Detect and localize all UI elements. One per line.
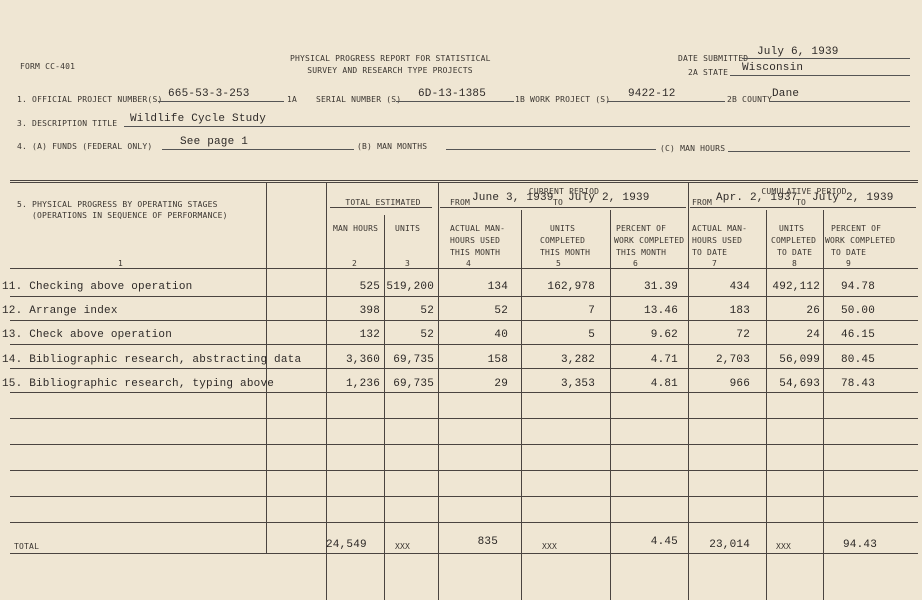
total-units-completed: XXX — [542, 542, 558, 551]
county-value: Dane — [772, 88, 800, 100]
date-submitted-value: July 6, 1939 — [757, 46, 839, 58]
row-line — [10, 496, 918, 497]
col-cum-pct-header-3: TO DATE — [831, 248, 867, 257]
row-cum-pct: 46.15 — [840, 329, 875, 341]
row-units: 69,735 — [393, 378, 434, 390]
stages-label-line1: 5. PHYSICAL PROGRESS BY OPERATING STAGES — [17, 200, 218, 209]
row-label: 13. Check above operation — [2, 329, 173, 341]
col-units-comp-header-2: COMPLETED — [540, 236, 586, 245]
total-estimated-header: TOTAL ESTIMATED — [345, 198, 421, 207]
row-pct: 9.62 — [650, 329, 678, 341]
cumulative-from-value: Apr. 2, 1937 — [716, 192, 798, 204]
man-hours-label: (C) MAN HOURS — [660, 144, 726, 153]
row-cum-pct: 80.45 — [840, 354, 875, 366]
col-number-8: 8 — [792, 259, 798, 268]
row-cum-units: 24 — [806, 329, 820, 341]
col-pct-header-3: THIS MONTH — [616, 248, 667, 257]
row-pct: 31.39 — [643, 281, 678, 293]
row-label: 15. Bibliographic research, typing above — [2, 378, 275, 390]
work-project-label: 1B WORK PROJECT (S) — [515, 95, 611, 104]
row-label: 14. Bibliographic research, abstracting data — [2, 354, 302, 366]
col-line — [326, 182, 327, 600]
row-actual: 134 — [487, 281, 508, 293]
col-number-9: 9 — [846, 259, 852, 268]
col-number-2: 2 — [352, 259, 358, 268]
row-cum-actual: 183 — [729, 305, 750, 317]
total-actual: 835 — [477, 536, 498, 548]
row-units-completed: 5 — [588, 329, 595, 341]
funds-line — [162, 149, 354, 150]
state-line — [730, 75, 910, 76]
man-hours-line — [728, 151, 910, 152]
row-actual: 52 — [494, 305, 508, 317]
row-line — [10, 344, 918, 345]
col-number-3: 3 — [405, 259, 411, 268]
description-label: 3. DESCRIPTION TITLE — [17, 119, 118, 128]
state-label: 2A STATE — [688, 68, 729, 77]
row-line — [10, 470, 918, 471]
row-line — [10, 444, 918, 445]
table-top-line-2 — [10, 182, 918, 183]
col-line — [384, 215, 385, 600]
funds-value: See page 1 — [180, 136, 249, 148]
col-cum-units-header-1: UNITS — [779, 224, 805, 233]
col-actual-header-1: ACTUAL MAN- — [450, 224, 506, 233]
col-cum-actual-header-3: TO DATE — [692, 248, 728, 257]
col-actual-header-3: THIS MONTH — [450, 248, 501, 257]
row-units: 52 — [420, 329, 434, 341]
col-cum-pct-header-2: WORK COMPLETED — [825, 236, 896, 245]
form-number: FORM CC-401 — [20, 62, 76, 71]
row-label: 11. Checking above operation — [2, 281, 193, 293]
official-number-value: 665-53-3-253 — [168, 88, 250, 100]
cumulative-from-label: FROM — [692, 198, 713, 207]
row-cum-actual: 434 — [729, 281, 750, 293]
row-line — [10, 392, 918, 393]
col-cum-units-header-3: TO DATE — [777, 248, 813, 257]
col-actual-header-2: HOURS USED — [450, 236, 501, 245]
cumulative-to-value: July 2, 1939 — [812, 192, 894, 204]
col-number-6: 6 — [633, 259, 639, 268]
col-units-comp-header-3: THIS MONTH — [540, 248, 591, 257]
man-months-label: (B) MAN MONTHS — [357, 142, 428, 151]
current-to-label: TO — [553, 198, 564, 207]
row-line — [10, 296, 918, 297]
row-line — [10, 522, 918, 523]
state-value: Wisconsin — [742, 62, 804, 74]
current-from-value: June 3, 1939 — [472, 192, 554, 204]
row-cum-pct: 78.43 — [840, 378, 875, 390]
work-project-value: 9422-12 — [628, 88, 676, 100]
row-units: 52 — [420, 305, 434, 317]
col-number-1: 1 — [118, 259, 124, 268]
col-man-hours-header: MAN HOURS — [333, 224, 379, 233]
marker-1a: 1A — [287, 95, 298, 104]
current-to-value: July 2, 1939 — [568, 192, 650, 204]
date-submitted-line — [742, 58, 910, 59]
serial-number-line — [396, 101, 514, 102]
total-cum-pct: 94.43 — [842, 539, 877, 551]
row-label: 12. Arrange index — [2, 305, 118, 317]
official-number-label: 1. OFFICIAL PROJECT NUMBER(S) — [17, 95, 163, 104]
row-line — [10, 418, 918, 419]
form-title-line2: SURVEY AND RESEARCH TYPE PROJECTS — [307, 66, 473, 75]
total-pct: 4.45 — [650, 536, 678, 548]
man-months-line — [446, 149, 656, 150]
row-cum-actual: 72 — [736, 329, 750, 341]
row-cum-units: 26 — [806, 305, 820, 317]
table-top-line — [10, 180, 918, 181]
row-cum-actual: 966 — [729, 378, 750, 390]
row-actual: 158 — [487, 354, 508, 366]
row-man-hours: 398 — [359, 305, 380, 317]
row-line — [10, 320, 918, 321]
row-line — [10, 368, 918, 369]
row-actual: 40 — [494, 329, 508, 341]
total-cum-units: XXX — [776, 542, 792, 551]
cumulative-to-label: TO — [796, 198, 807, 207]
col-number-5: 5 — [556, 259, 562, 268]
col-line — [688, 182, 689, 600]
stages-label-line2: (OPERATIONS IN SEQUENCE OF PERFORMANCE) — [32, 211, 228, 220]
col-line — [521, 210, 522, 600]
row-cum-actual: 2,703 — [715, 354, 750, 366]
row-pct: 4.81 — [650, 378, 678, 390]
row-man-hours: 3,360 — [345, 354, 380, 366]
row-man-hours: 1,236 — [345, 378, 380, 390]
date-submitted-label: DATE SUBMITTED — [678, 54, 749, 63]
row-cum-units: 492,112 — [772, 281, 820, 293]
col-number-7: 7 — [712, 259, 718, 268]
col-pct-header-2: WORK COMPLETED — [614, 236, 685, 245]
row-units-completed: 7 — [588, 305, 595, 317]
row-units-completed: 3,353 — [560, 378, 595, 390]
row-units: 519,200 — [386, 281, 434, 293]
row-units-completed: 3,282 — [560, 354, 595, 366]
county-label: 2B COUNTY — [727, 95, 773, 104]
total-man-hours: 24,549 — [326, 539, 367, 551]
description-value: Wildlife Cycle Study — [130, 113, 267, 125]
col-units-header: UNITS — [395, 224, 421, 233]
col-cum-actual-header-1: ACTUAL MAN- — [692, 224, 748, 233]
table-header-bottom-line — [10, 268, 918, 269]
serial-number-value: 6D-13-1385 — [418, 88, 487, 100]
row-cum-units: 56,099 — [779, 354, 820, 366]
row-man-hours: 132 — [359, 329, 380, 341]
row-man-hours: 525 — [359, 281, 380, 293]
total-units: XXX — [395, 542, 411, 551]
cumulative-period-header: CUMULATIVE PERIOD — [761, 187, 847, 196]
official-number-line — [158, 101, 284, 102]
form-title-line1: PHYSICAL PROGRESS REPORT FOR STATISTICAL — [290, 54, 491, 63]
col-number-4: 4 — [466, 259, 472, 268]
col-pct-header-1: PERCENT OF — [616, 224, 667, 233]
col-cum-actual-header-2: HOURS USED — [692, 236, 743, 245]
current-period-header: CURRENT PERIOD — [528, 187, 600, 196]
col-cum-pct-header-1: PERCENT OF — [831, 224, 882, 233]
col-cum-units-header-2: COMPLETED — [771, 236, 817, 245]
county-line — [770, 101, 910, 102]
row-units-completed: 162,978 — [547, 281, 595, 293]
row-actual: 29 — [494, 378, 508, 390]
row-cum-pct: 94.78 — [840, 281, 875, 293]
row-units: 69,735 — [393, 354, 434, 366]
description-line — [124, 126, 910, 127]
row-cum-units: 54,693 — [779, 378, 820, 390]
row-pct: 4.71 — [650, 354, 678, 366]
funds-label: 4. (A) FUNDS (FEDERAL ONLY) — [17, 142, 153, 151]
serial-number-label: SERIAL NUMBER (S) — [316, 95, 402, 104]
col-line — [266, 182, 267, 553]
row-cum-pct: 50.00 — [840, 305, 875, 317]
col-units-comp-header-1: UNITS — [550, 224, 576, 233]
total-label: TOTAL — [14, 542, 40, 551]
col-line — [766, 210, 767, 600]
table-total-top-line — [10, 553, 918, 554]
row-pct: 13.46 — [643, 305, 678, 317]
work-project-line — [607, 101, 725, 102]
current-from-label: FROM — [450, 198, 471, 207]
total-cum-actual: 23,014 — [709, 539, 750, 551]
